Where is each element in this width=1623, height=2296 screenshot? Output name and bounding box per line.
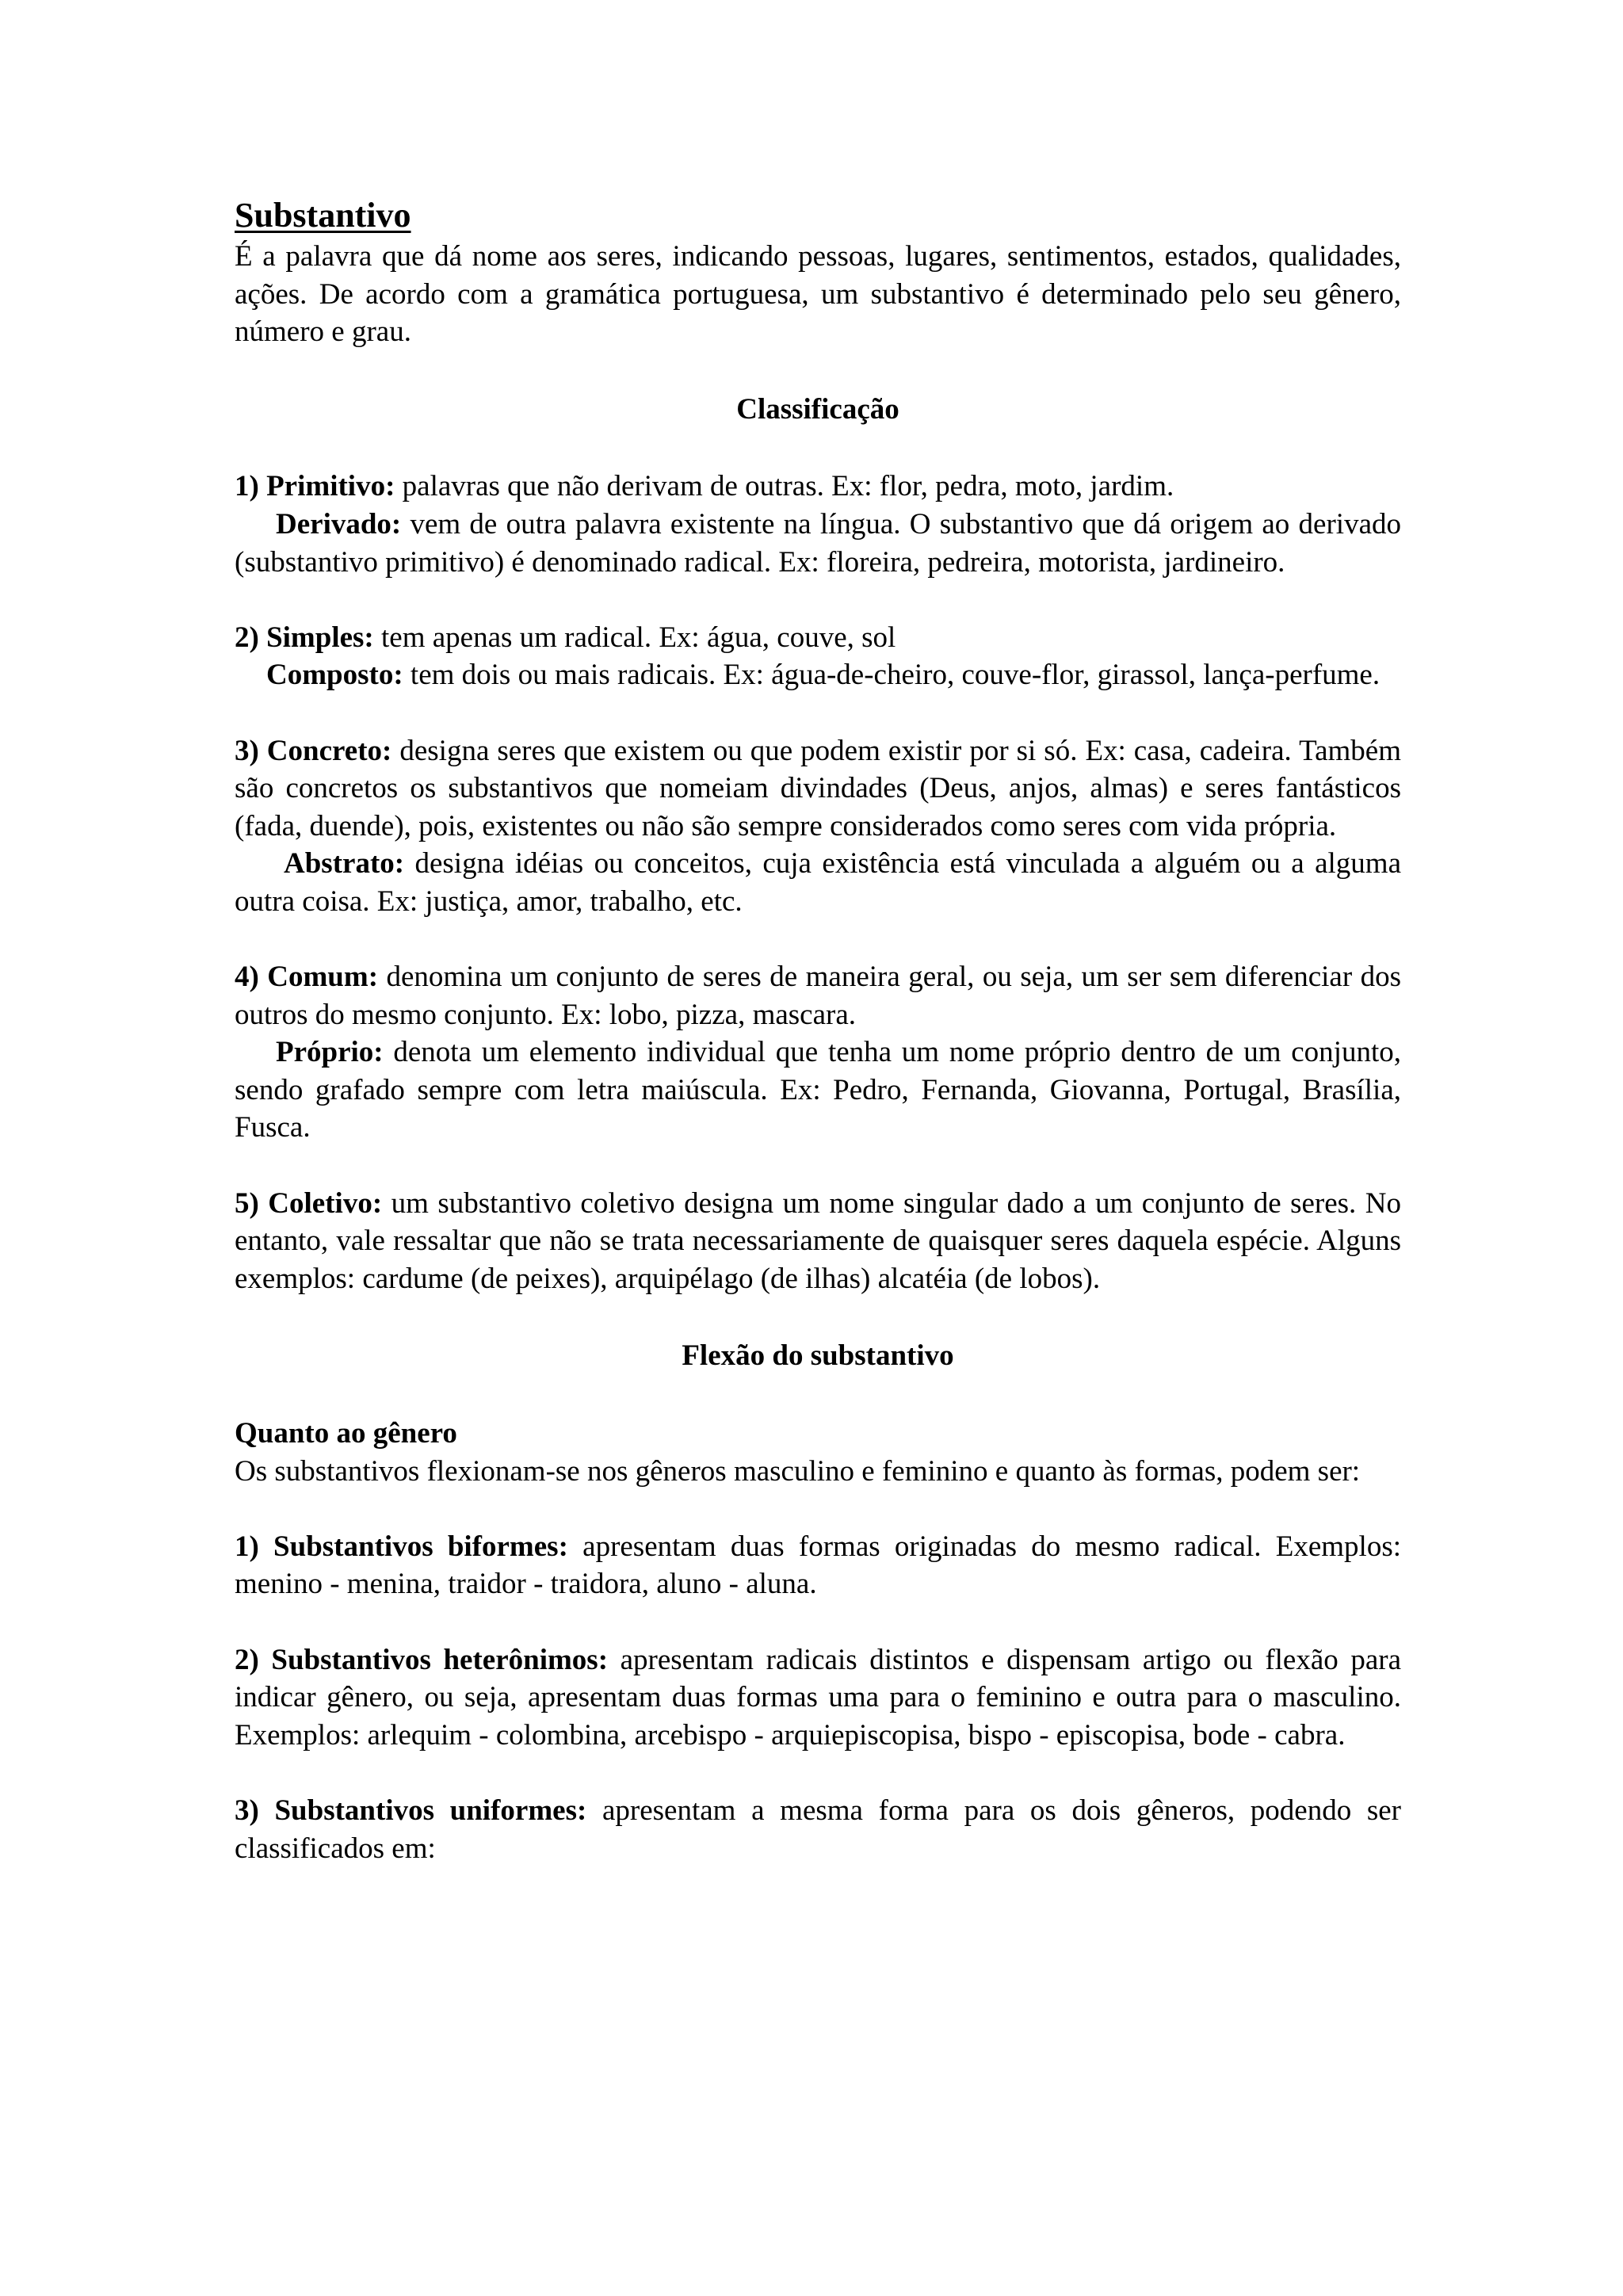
definition-heteronimos xyxy=(235,1641,1401,1755)
term-label: 3) Concreto: xyxy=(235,734,392,767)
term-label: 5) Coletivo: xyxy=(235,1186,383,1220)
term-text: denota um elemento individual que tenha um nome próprio dentro de um conjunto, sendo grafado sempre com letra maiúscula. Ex: Pedro, Fernanda, Giovanna, Portugal, Brasília, Fusca. xyxy=(235,1036,1401,1144)
term-text: designa seres que existem ou que podem existir por si só. Ex: casa, cadeira. Também são concretos os substantivos que nomeiam divindades (Deus, anjos, almas) e seres fantásticos (fada, duende), pois, existentes ou não são sempre considerados como seres com vida própria. xyxy=(235,734,1401,842)
section-heading-flexao: Flexão do substantivo xyxy=(682,1339,954,1373)
definition-concreto xyxy=(235,732,1401,846)
definition-composto xyxy=(235,656,1401,694)
genero-intro-paragraph: Os substantivos flexionam-se nos gêneros masculino e feminino e quanto às formas, podem ser: xyxy=(235,1454,1361,1488)
section-heading-classificacao: Classificação xyxy=(736,392,899,426)
term-label: 2) Substantivos heterônimos: xyxy=(235,1643,609,1676)
term-label: 3) Substantivos uniformes: xyxy=(235,1794,587,1827)
term-text: apresentam a mesma forma para os dois gêneros, podendo ser classificados em: xyxy=(235,1794,1401,1865)
term-label: 1) Substantivos biformes: xyxy=(235,1530,568,1563)
subheading-genero: Quanto ao gênero xyxy=(235,1417,457,1450)
definition-abstrato xyxy=(235,845,1401,920)
term-text: designa idéias ou conceitos, cuja existência está vinculada a alguém ou a alguma outra coisa. Ex: justiça, amor, trabalho, etc. xyxy=(235,847,1401,918)
definition-coletivo xyxy=(235,1185,1401,1298)
document-page xyxy=(235,193,1401,1867)
term-text: um substantivo coletivo designa um nome singular dado a um conjunto de seres. No entanto, vale ressaltar que não se trata necessariamente de quaisquer seres daquela espécie. Alguns exemplos: cardume (de peixes), arquipélago (de ilhas) alcatéia (de lobos). xyxy=(235,1186,1402,1295)
term-text: palavras que não derivam de outras. Ex: flor, pedra, moto, jardim. xyxy=(395,470,1174,503)
term-label: Abstrato: xyxy=(284,847,405,881)
term-label: 4) Comum: xyxy=(235,961,379,994)
definition-derivado xyxy=(235,506,1401,581)
definition-primitivo xyxy=(235,468,1401,506)
term-label: Composto: xyxy=(266,659,403,692)
definition-uniformes xyxy=(235,1792,1401,1867)
definition-comum xyxy=(235,958,1401,1033)
definition-biformes xyxy=(235,1528,1401,1603)
term-text: apresentam radicais distintos e dispensam artigo ou flexão para indicar gênero, ou seja, apresentam duas formas uma para o feminino e outra para o masculino. Exemplos: arlequim - colombina, arcebispo - arquiepiscopisa, bispo - episcopisa, bode - cabra. xyxy=(235,1643,1401,1752)
definition-simples xyxy=(235,619,1401,657)
term-label: Próprio: xyxy=(276,1036,384,1069)
term-label: 1) Primitivo: xyxy=(235,470,395,503)
page-title: Substantivo xyxy=(235,196,411,235)
intro-paragraph: É a palavra que dá nome aos seres, indicando pessoas, lugares, sentimentos, estados, qualidades, ações. De acordo com a gramática portuguesa, um substantivo é determinado pelo seu gênero, número e grau. xyxy=(235,240,1401,349)
term-label: 2) Simples: xyxy=(235,621,374,654)
term-label: Derivado: xyxy=(276,507,402,541)
definition-proprio xyxy=(235,1033,1401,1147)
term-text: vem de outra palavra existente na língua. O substantivo que dá origem ao derivado (substantivo primitivo) é denominado radical. Ex: floreira, pedreira, motorista, jardineiro. xyxy=(235,507,1401,579)
term-text: apresentam duas formas originadas do mesmo radical. Exemplos: menino - menina, traidor - traidora, aluno - aluna. xyxy=(235,1530,1402,1601)
term-text: tem dois ou mais radicais. Ex: água-de-cheiro, couve-flor, girassol, lança-perfume. xyxy=(403,659,1381,692)
term-text: tem apenas um radical. Ex: água, couve, sol xyxy=(373,621,896,654)
term-text: denomina um conjunto de seres de maneira geral, ou seja, um ser sem diferenciar dos outros do mesmo conjunto. Ex: lobo, pizza, mascara. xyxy=(235,961,1401,1031)
